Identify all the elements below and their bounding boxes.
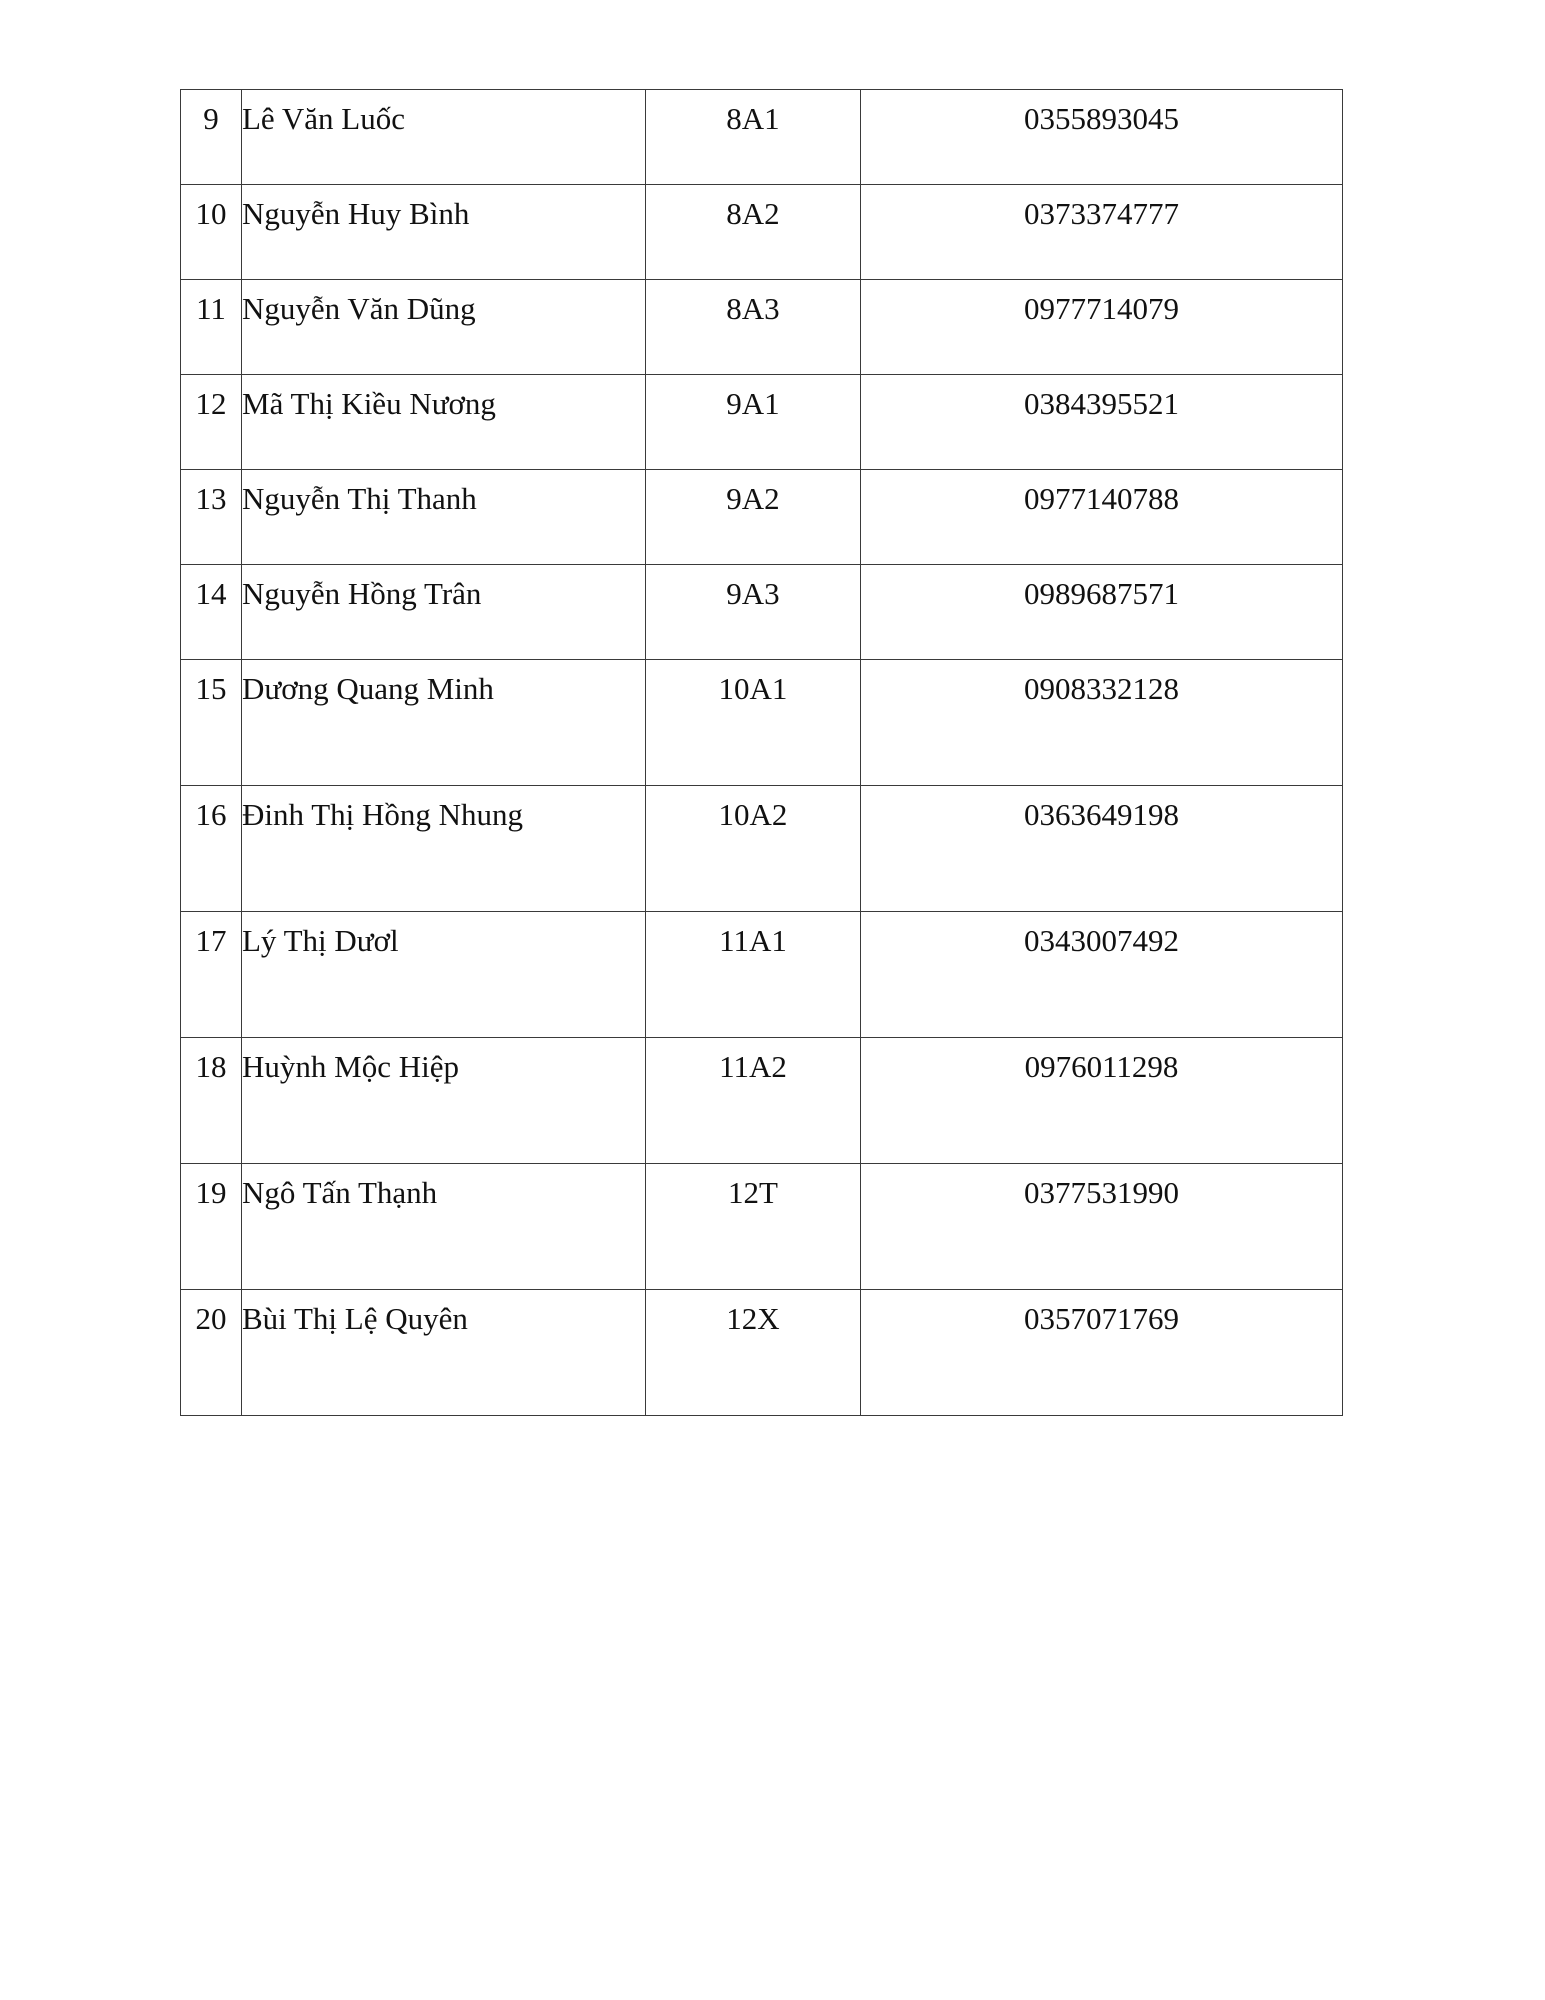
table-row <box>181 375 1343 470</box>
phone-number: 0384395521 <box>861 375 1343 470</box>
class-code: 10A2 <box>646 786 861 912</box>
row-number: 15 <box>181 660 242 786</box>
class-code: 11A2 <box>646 1038 861 1164</box>
phone-number: 0377531990 <box>861 1164 1343 1290</box>
class-code: 8A1 <box>646 90 861 185</box>
class-code: 11A1 <box>646 912 861 1038</box>
row-number: 13 <box>181 470 242 565</box>
table-row <box>181 1164 1343 1290</box>
teacher-roster-table <box>180 89 1343 1416</box>
row-number: 11 <box>181 280 242 375</box>
phone-number: 0343007492 <box>861 912 1343 1038</box>
class-code: 9A1 <box>646 375 861 470</box>
class-code: 8A2 <box>646 185 861 280</box>
class-code: 9A2 <box>646 470 861 565</box>
person-name: Huỳnh Mộc Hiệp <box>242 1038 646 1164</box>
class-code: 10A1 <box>646 660 861 786</box>
table-row <box>181 1038 1343 1164</box>
row-number: 20 <box>181 1290 242 1416</box>
row-number: 10 <box>181 185 242 280</box>
phone-number: 0976011298 <box>861 1038 1343 1164</box>
row-number: 12 <box>181 375 242 470</box>
person-name: Lê Văn Luốc <box>242 90 646 185</box>
row-number: 14 <box>181 565 242 660</box>
phone-number: 0908332128 <box>861 660 1343 786</box>
class-code: 12X <box>646 1290 861 1416</box>
table-row <box>181 565 1343 660</box>
row-number: 19 <box>181 1164 242 1290</box>
person-name: Đinh Thị Hồng Nhung <box>242 786 646 912</box>
table-row <box>181 660 1343 786</box>
person-name: Nguyễn Huy Bình <box>242 185 646 280</box>
person-name: Lý Thị Dươl <box>242 912 646 1038</box>
table-row <box>181 470 1343 565</box>
person-name: Bùi Thị Lệ Quyên <box>242 1290 646 1416</box>
person-name: Dương Quang Minh <box>242 660 646 786</box>
phone-number: 0357071769 <box>861 1290 1343 1416</box>
phone-number: 0977140788 <box>861 470 1343 565</box>
phone-number: 0373374777 <box>861 185 1343 280</box>
table-row <box>181 90 1343 185</box>
class-code: 12T <box>646 1164 861 1290</box>
person-name: Ngô Tấn Thạnh <box>242 1164 646 1290</box>
person-name: Nguyễn Thị Thanh <box>242 470 646 565</box>
table-row <box>181 912 1343 1038</box>
class-code: 9A3 <box>646 565 861 660</box>
row-number: 9 <box>181 90 242 185</box>
table-row <box>181 185 1343 280</box>
row-number: 17 <box>181 912 242 1038</box>
row-number: 16 <box>181 786 242 912</box>
table-row <box>181 280 1343 375</box>
phone-number: 0977714079 <box>861 280 1343 375</box>
row-number: 18 <box>181 1038 242 1164</box>
phone-number: 0355893045 <box>861 90 1343 185</box>
phone-number: 0363649198 <box>861 786 1343 912</box>
table-row <box>181 786 1343 912</box>
person-name: Nguyễn Hồng Trân <box>242 565 646 660</box>
person-name: Nguyễn Văn Dũng <box>242 280 646 375</box>
table-row <box>181 1290 1343 1416</box>
phone-number: 0989687571 <box>861 565 1343 660</box>
person-name: Mã Thị Kiều Nương <box>242 375 646 470</box>
class-code: 8A3 <box>646 280 861 375</box>
